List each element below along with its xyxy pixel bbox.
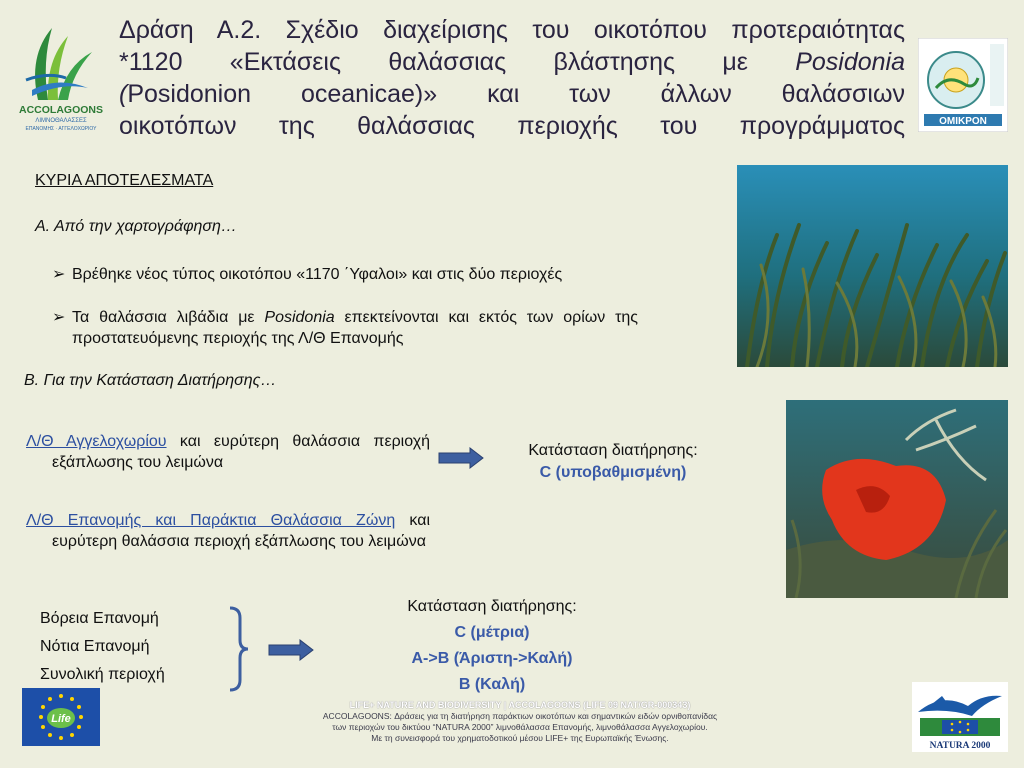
link-aggelochori[interactable]: Λ/Θ Αγγελοχωρίου <box>26 433 167 450</box>
heading-main-results: ΚΥΡΙΑ ΑΠΟΤΕΛΕΣΜΑΤΑ <box>35 172 214 189</box>
link-epanomi-coastal-zone[interactable]: Λ/Θ Επανομής και Παράκτια Θαλάσσια Ζώνη <box>26 512 396 529</box>
eu-life-logo <box>22 688 100 746</box>
status-epanomi: Κατάσταση διατήρησης: C (μέτρια) A->B (Άριστη->Καλή) B (Καλή) <box>370 594 614 698</box>
footer-line-3: των περιοχών του δικτύου “NATURA 2000” λιμνοθάλασσα Επανομής, λιμνοθάλασσα Αγγελοχωρίου. <box>332 722 708 732</box>
title-line-2: *1120 «Εκτάσεις θαλάσσιας βλάστησης με Posidonia <box>119 48 905 76</box>
title-line-3: (Posidonion oceanicae)» και των άλλων θαλάσσιων <box>119 80 905 108</box>
title-line-1: Δράση Α.2. Σχέδιο διαχείρισης του οικοτόπου προτεραιότητας <box>119 16 905 44</box>
status-aggelochori: Κατάσταση διατήρησης: C (υποβαθμισμένη) <box>470 440 756 484</box>
bullet-new-habitat: ➢ Βρέθηκε νέος τύπος οικοτόπου «1170 ΄Υφαλοι» και στις δύο περιοχές <box>52 266 563 283</box>
status-north: C (μέτρια) <box>454 624 530 641</box>
accolagoons-logo <box>18 16 104 134</box>
life-text: Life <box>51 713 71 725</box>
status-south: A->B (Άριστη->Καλή) <box>411 650 573 667</box>
status-total: B (Καλή) <box>458 676 526 693</box>
heading-mapping: Α. Από την χαρτογράφηση… <box>35 218 237 235</box>
posidonia-seagrass-photo <box>737 165 1008 367</box>
page-title <box>119 14 905 142</box>
logo-name: ACCOLAGOONS <box>19 104 103 116</box>
footer-credits <box>230 700 810 744</box>
area-aggelochori: Λ/Θ Αγγελοχωρίου και ευρύτερη θαλάσσια περιοχή εξάπλωσης του λειμώνα <box>26 433 430 471</box>
footer-line-4: Με τη συνεισφορά του χρηματοδοτικού μέσου LIFE+ της Ευρωπαϊκής Ένωσης. <box>371 733 669 743</box>
natura-text: NATURA 2000 <box>929 741 991 751</box>
omikron-name: ΟΜΙΚΡΟΝ <box>939 116 987 127</box>
status-value: C (υποβαθμισμένη) <box>539 464 687 481</box>
region-south-epanomi: Νότια Επανομή <box>40 638 150 655</box>
heading-conservation-status: Β. Για την Κατάσταση Διατήρησης… <box>24 372 277 389</box>
area-epanomi: Λ/Θ Επανομής και Παράκτια Θαλάσσια Ζώνη και ευρύτερη θαλάσσια περιοχή εξάπλωσης του λειμώνα <box>26 512 430 550</box>
red-sponge-reef-photo <box>786 400 1008 598</box>
omikron-logo <box>918 38 1008 132</box>
region-total-area: Συνολική περιοχή <box>40 666 165 683</box>
bullet-posidonia-meadows: ➢ Τα θαλάσσια λιβάδια με Posidonia επεκτείνονται και εκτός των ορίων της προστατευόμενης περιοχής της Λ/Θ Επανομής <box>52 309 639 347</box>
arrow-bullet-icon: ➢ <box>52 266 66 283</box>
region-north-epanomi: Βόρεια Επανομή <box>40 610 159 627</box>
footer-line-2: ACCOLAGOONS: Δράσεις για τη διατήρηση παράκτιων οικοτόπων και σημαντικών ειδών ορνιθοπανίδας <box>322 711 718 721</box>
natura-2000-logo <box>912 682 1008 752</box>
logo-sub2: ΕΠΑΝΟΜΗΣ · ΑΓΓΕΛΟΧΩΡΙΟΥ <box>25 126 97 132</box>
logo-sub1: ΛΙΜΝΟΘΑΛΑΣΣΕΣ <box>35 118 87 124</box>
arrow-right-icon <box>268 639 314 661</box>
right-brace-icon <box>228 606 250 692</box>
title-line-4: οικοτόπων της θαλάσσιας περιοχής του προγράμματος <box>119 112 905 140</box>
footer-line-1: LIFE+ NATURE AND BIODIVERSITY | ACCOLAGOONS (LIFE 09 NAT/GR-000343) <box>349 700 691 710</box>
arrow-bullet-icon: ➢ <box>52 309 66 326</box>
